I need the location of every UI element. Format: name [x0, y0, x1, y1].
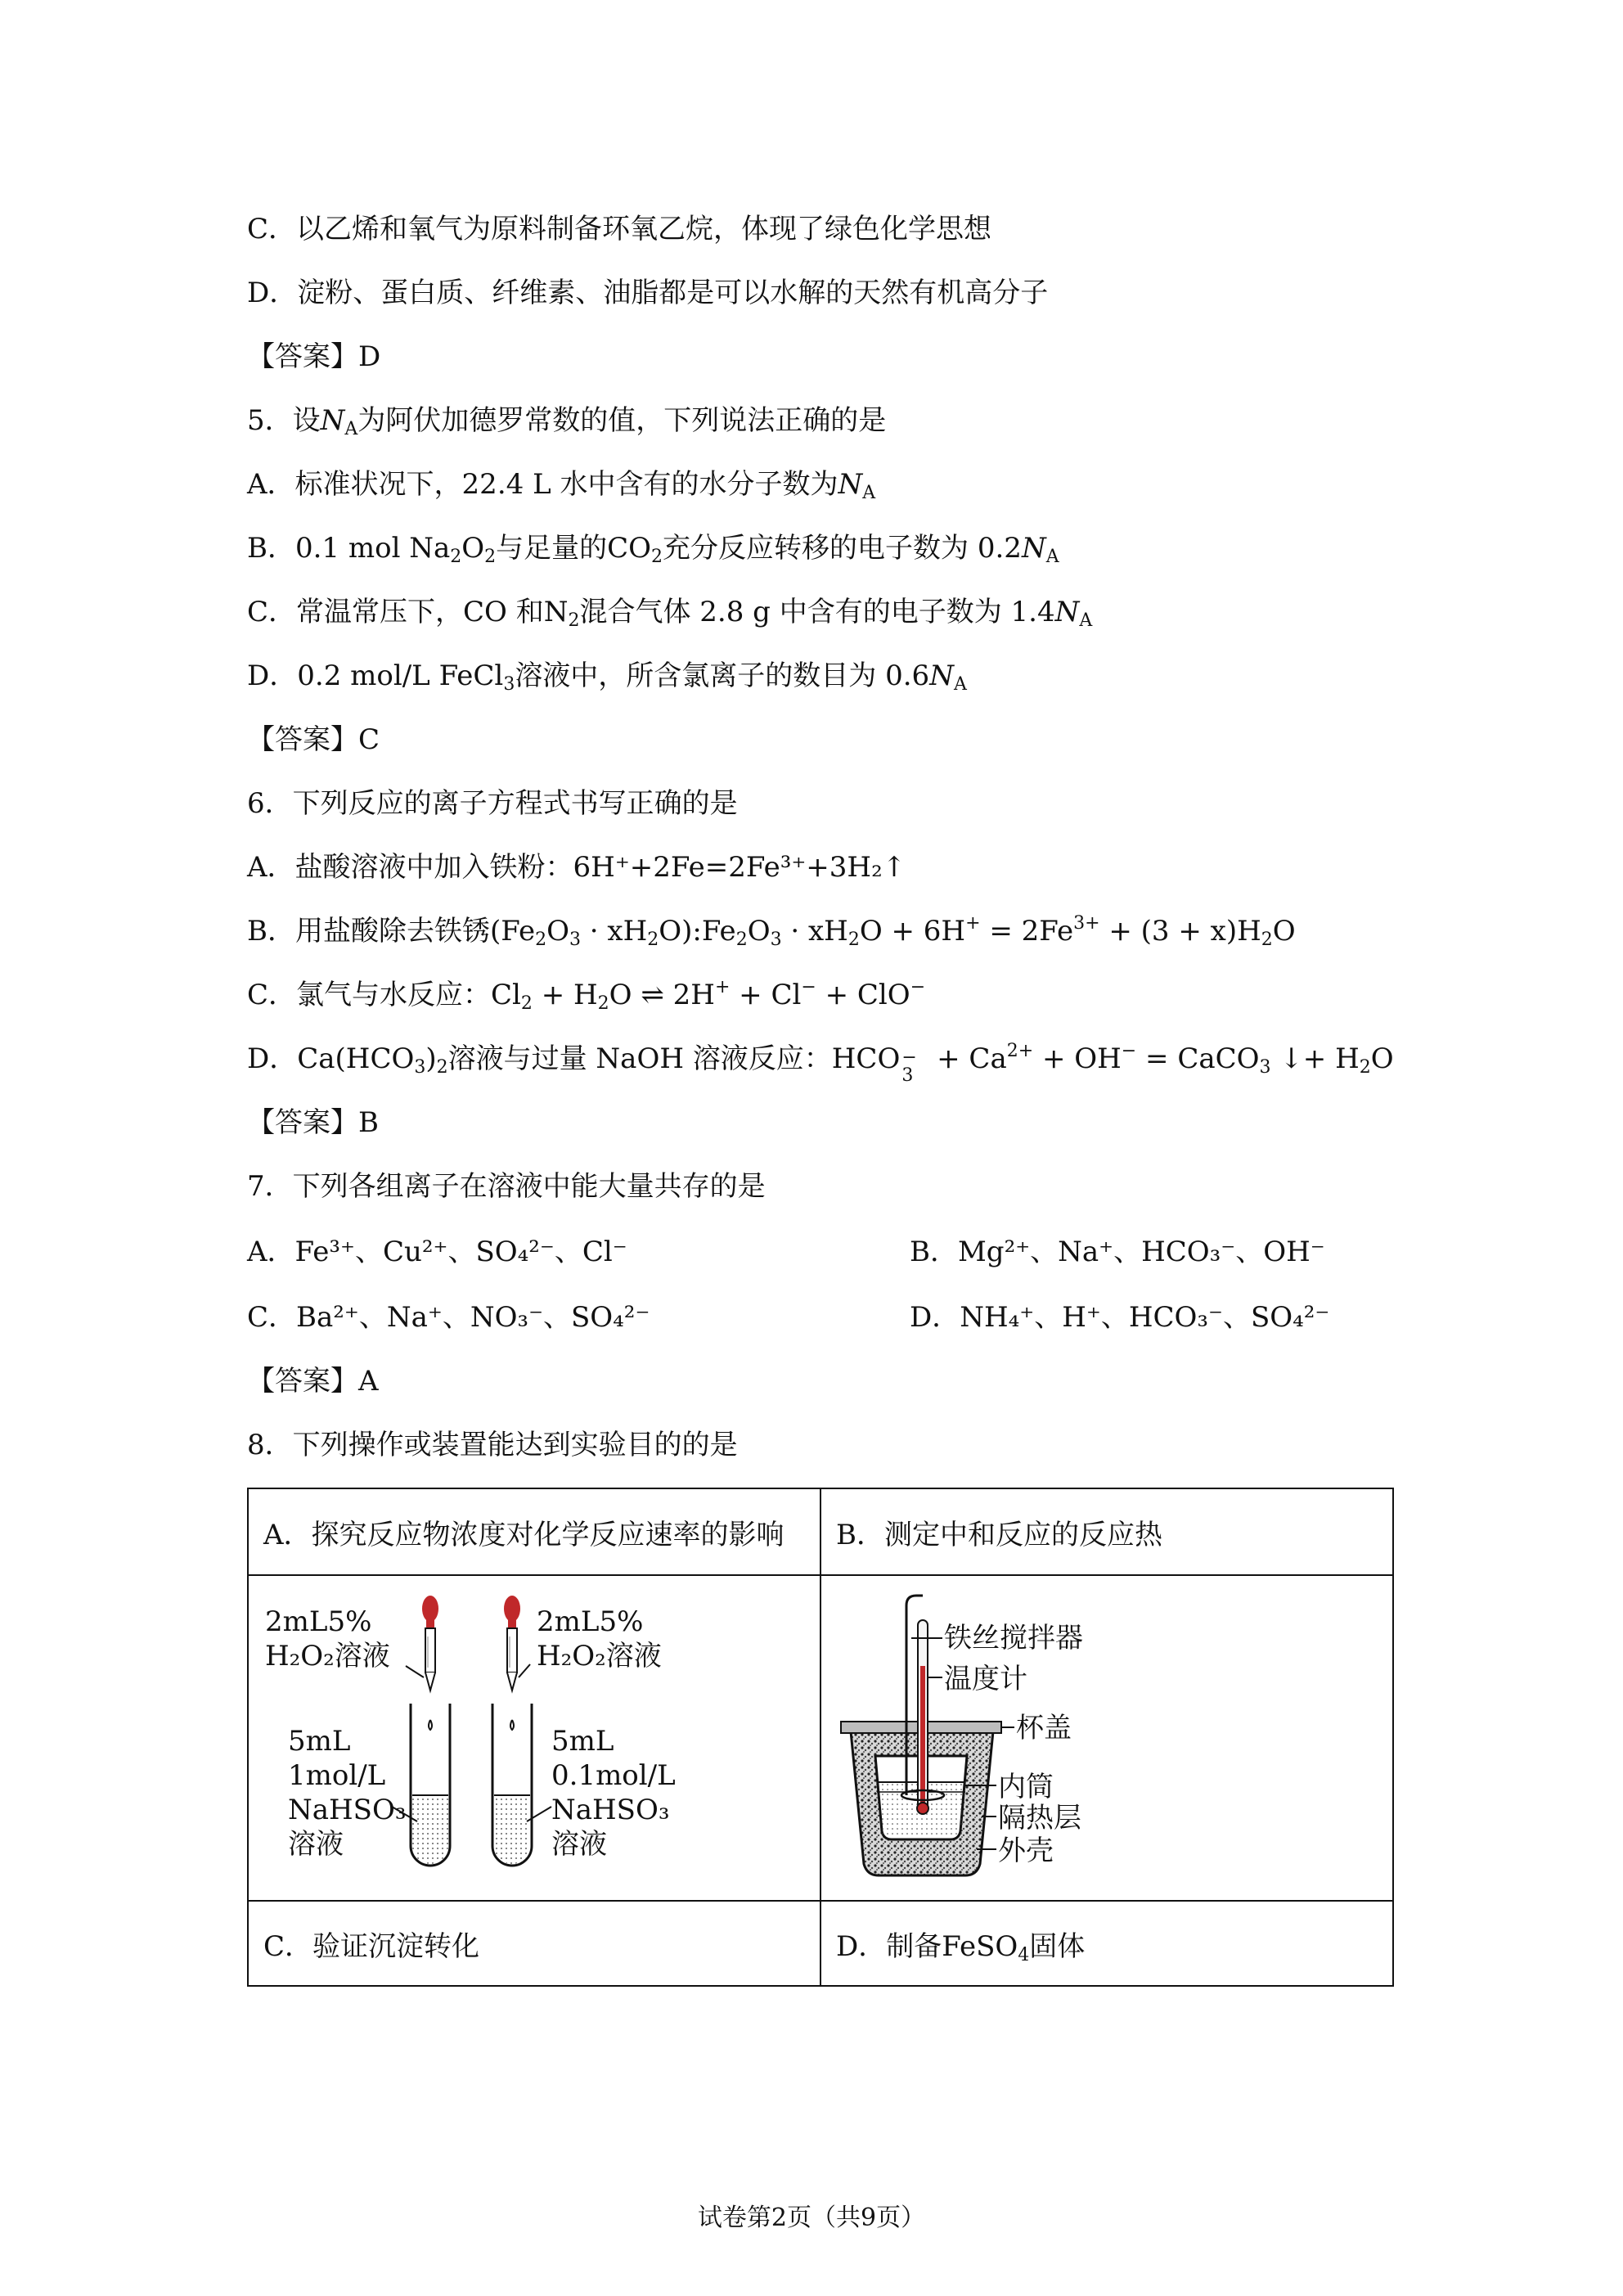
q4-option-d: D．淀粉、蛋白质、纤维素、油脂都是可以水解的天然有机高分子 — [247, 277, 1049, 309]
q8-options-table — [247, 1488, 1394, 1987]
q8-option-d-title: D．制备FeSO$_4$固体 — [820, 1901, 1393, 1986]
right-test-tube-icon — [492, 1704, 532, 1866]
q8-figure-a-cell — [248, 1575, 820, 1901]
q5-stem: 5．设$N_A$为阿伏加德罗常数的值，下列说法正确的是 — [247, 404, 887, 439]
q6-answer: 【答案】B — [247, 1106, 379, 1139]
right-solution-label-2: 0.1mol/L — [551, 1759, 676, 1792]
left-reagent-label-1: 2mL5% — [265, 1605, 372, 1638]
q8-option-a-title: A．探究反应物浓度对化学反应速率的影响 — [248, 1488, 820, 1575]
lid-label: 杯盖 — [1016, 1712, 1072, 1745]
left-test-tube-icon — [411, 1704, 450, 1866]
q7-option-d: D．NH₄⁺、H⁺、HCO₃⁻、SO₄²⁻ — [910, 1301, 1330, 1334]
right-dropper-icon — [504, 1596, 520, 1690]
q8-figure-b-cell — [820, 1575, 1393, 1901]
left-reagent-label-2: H₂O₂溶液 — [265, 1640, 390, 1672]
calorimeter-figure — [821, 1576, 1391, 1900]
right-reagent-label-1: 2mL5% — [537, 1605, 644, 1638]
q4-option-c: C．以乙烯和氧气为原料制备环氧乙烷，体现了绿色化学思想 — [247, 213, 992, 245]
left-solution-label-3: NaHSO₃ — [288, 1794, 407, 1826]
q8-option-b-title: B．测定中和反应的反应热 — [820, 1488, 1393, 1575]
thermometer-label: 温度计 — [944, 1663, 1027, 1695]
q6-option-b: B．用盐酸除去铁锈($Fe_2O_3$ · $xH_2O):Fe_2O_3 \cdot xH_2O + 6H^+ = 2Fe^{3+} + (3 + x)H_2O$ — [247, 913, 1296, 950]
right-solution-label-4: 溶液 — [551, 1828, 607, 1861]
q6-option-c: C．氯气与水反应：$Cl_2 + H_2O$ ⇌ 2H+ + Cl− + ClO− — [247, 977, 926, 1014]
right-solution-label-1: 5mL — [551, 1725, 614, 1758]
q6-stem: 6．下列反应的离子方程式书写正确的是 — [247, 787, 738, 820]
q7-option-c: C．Ba²⁺、Na⁺、NO₃⁻、SO₄²⁻ — [247, 1301, 650, 1334]
q6-option-d: D．$Ca(HCO_3)_2$溶液与过量 NaOH 溶液反应：HCO − 3 + $Ca^{2+} + OH^-$ = CaCO$_3$ ↓+ $H_2O$ — [247, 1041, 1394, 1086]
outer-shell-label: 外壳 — [998, 1835, 1054, 1867]
left-dropper-icon — [422, 1596, 438, 1690]
q4-answer: 【答案】D — [247, 340, 381, 373]
right-solution-label-3: NaHSO₃ — [551, 1794, 670, 1826]
q8-option-c-title: C．验证沉淀转化 — [248, 1901, 820, 1986]
q7-option-b: B．Mg²⁺、Na⁺、HCO₃⁻、OH⁻ — [910, 1236, 1325, 1268]
stirrer-label: 铁丝搅拌器 — [944, 1622, 1083, 1654]
q5-option-c: C．常温常压下，CO 和$N_2$混合气体 2.8 g 中含有的电子数为 $1.4N_A$ — [247, 596, 1093, 631]
left-solution-label-4: 溶液 — [288, 1828, 344, 1861]
q6-option-a: A．盐酸溶液中加入铁粉：6H⁺+2Fe=2Fe³⁺+3H₂↑ — [247, 851, 906, 884]
q7-stem: 7．下列各组离子在溶液中能大量共存的是 — [247, 1170, 766, 1203]
q8-stem: 8．下列操作或装置能达到实验目的的是 — [247, 1429, 738, 1461]
insulation-label: 隔热层 — [998, 1802, 1081, 1835]
left-solution-label-1: 5mL — [288, 1725, 351, 1758]
q5-option-a: A．标准状况下，22.4 L 水中含有的水分子数为$N_A$ — [247, 468, 876, 503]
inner-cup-label: 内筒 — [998, 1771, 1054, 1803]
q7-answer: 【答案】A — [247, 1365, 379, 1398]
left-solution-label-2: 1mol/L — [288, 1759, 386, 1792]
page-footer: 试卷第2页（共9页） — [697, 2204, 926, 2232]
right-reagent-label-2: H₂O₂溶液 — [537, 1640, 662, 1672]
q5-option-d: D．0.2 mol/L FeCl$_3$溶液中，所含氯离子的数目为 $0.6N_A$ — [247, 660, 967, 695]
q7-option-a: A．Fe³⁺、Cu²⁺、SO₄²⁻、Cl⁻ — [247, 1236, 627, 1268]
q5-answer: 【答案】C — [247, 723, 380, 756]
q5-option-b: B．0.1 mol $Na_2O_2$与足量的$CO_2$充分反应转移的电子数为 $0.2N_A$ — [247, 532, 1059, 567]
